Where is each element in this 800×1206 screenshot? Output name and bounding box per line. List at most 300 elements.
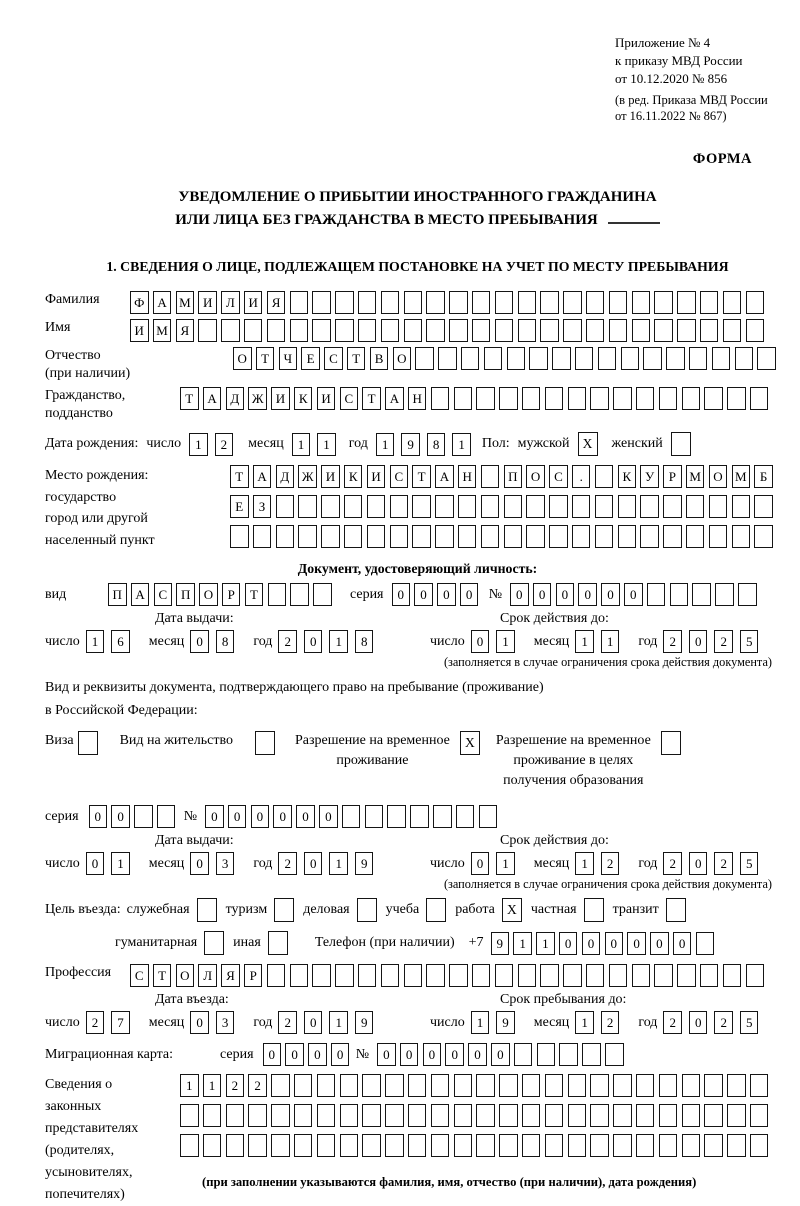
- char-cell[interactable]: [586, 291, 605, 314]
- char-cell[interactable]: 5: [740, 852, 759, 875]
- char-cell[interactable]: [484, 347, 503, 370]
- char-cell[interactable]: [659, 1074, 678, 1097]
- char-cell[interactable]: [454, 387, 473, 410]
- char-cell[interactable]: 7: [111, 1011, 130, 1034]
- char-cell[interactable]: [563, 964, 582, 987]
- char-cell[interactable]: 0: [111, 805, 130, 828]
- char-cell[interactable]: 2: [601, 852, 620, 875]
- char-cell[interactable]: [221, 319, 240, 342]
- char-cell[interactable]: [198, 319, 217, 342]
- char-cell[interactable]: [507, 347, 526, 370]
- char-cell[interactable]: [632, 291, 651, 314]
- char-cell[interactable]: [454, 1074, 473, 1097]
- char-cell[interactable]: 0: [491, 1043, 510, 1066]
- char-cell[interactable]: О: [233, 347, 252, 370]
- char-cell[interactable]: О: [709, 465, 728, 488]
- char-cell[interactable]: [458, 525, 477, 548]
- char-cell[interactable]: [537, 1043, 556, 1066]
- char-cell[interactable]: [390, 495, 409, 518]
- char-cell[interactable]: [449, 964, 468, 987]
- char-cell[interactable]: [654, 319, 673, 342]
- char-cell[interactable]: О: [393, 347, 412, 370]
- char-cell[interactable]: 0: [689, 630, 708, 653]
- char-cell[interactable]: [618, 525, 637, 548]
- char-cell[interactable]: М: [153, 319, 172, 342]
- char-cell[interactable]: [481, 495, 500, 518]
- char-cell[interactable]: [390, 525, 409, 548]
- char-cell[interactable]: [636, 1134, 655, 1157]
- char-cell[interactable]: [362, 1104, 381, 1127]
- purpose-commercial-checkbox[interactable]: [357, 898, 377, 922]
- char-cell[interactable]: [271, 1104, 290, 1127]
- char-cell[interactable]: [549, 525, 568, 548]
- char-cell[interactable]: 9: [355, 1011, 374, 1034]
- option-temp-residence-checkbox[interactable]: X: [460, 731, 480, 755]
- char-cell[interactable]: 0: [251, 805, 270, 828]
- char-cell[interactable]: [715, 583, 734, 606]
- char-cell[interactable]: [298, 525, 317, 548]
- char-cell[interactable]: [230, 525, 249, 548]
- char-cell[interactable]: [621, 347, 640, 370]
- char-cell[interactable]: [385, 1134, 404, 1157]
- purpose-private-checkbox[interactable]: [584, 898, 604, 922]
- char-cell[interactable]: [700, 319, 719, 342]
- purpose-business-checkbox[interactable]: [197, 898, 217, 922]
- char-cell[interactable]: 1: [513, 932, 532, 955]
- char-cell[interactable]: [271, 1134, 290, 1157]
- char-cell[interactable]: [518, 291, 537, 314]
- char-cell[interactable]: 0: [331, 1043, 350, 1066]
- char-cell[interactable]: 0: [304, 1011, 323, 1034]
- char-cell[interactable]: 0: [471, 630, 490, 653]
- char-cell[interactable]: О: [526, 465, 545, 488]
- char-cell[interactable]: [609, 319, 628, 342]
- char-cell[interactable]: 0: [471, 852, 490, 875]
- char-cell[interactable]: 1: [189, 433, 208, 456]
- char-cell[interactable]: К: [618, 465, 637, 488]
- char-cell[interactable]: [640, 525, 659, 548]
- char-cell[interactable]: [522, 387, 541, 410]
- char-cell[interactable]: [529, 347, 548, 370]
- char-cell[interactable]: 0: [304, 852, 323, 875]
- char-cell[interactable]: [404, 319, 423, 342]
- char-cell[interactable]: [750, 1134, 769, 1157]
- char-cell[interactable]: [613, 1134, 632, 1157]
- char-cell[interactable]: [267, 319, 286, 342]
- char-cell[interactable]: [381, 291, 400, 314]
- char-cell[interactable]: [358, 964, 377, 987]
- char-cell[interactable]: [495, 964, 514, 987]
- char-cell[interactable]: 0: [377, 1043, 396, 1066]
- char-cell[interactable]: [682, 1074, 701, 1097]
- char-cell[interactable]: [344, 495, 363, 518]
- char-cell[interactable]: [340, 1074, 359, 1097]
- char-cell[interactable]: 0: [445, 1043, 464, 1066]
- char-cell[interactable]: Р: [244, 964, 263, 987]
- char-cell[interactable]: [226, 1104, 245, 1127]
- char-cell[interactable]: [404, 291, 423, 314]
- char-cell[interactable]: 0: [460, 583, 479, 606]
- char-cell[interactable]: [362, 1134, 381, 1157]
- char-cell[interactable]: 5: [740, 630, 759, 653]
- char-cell[interactable]: [696, 932, 715, 955]
- char-cell[interactable]: 1: [536, 932, 555, 955]
- char-cell[interactable]: [317, 1134, 336, 1157]
- char-cell[interactable]: [449, 319, 468, 342]
- char-cell[interactable]: [458, 495, 477, 518]
- char-cell[interactable]: 5: [740, 1011, 759, 1034]
- char-cell[interactable]: [312, 964, 331, 987]
- char-cell[interactable]: [595, 495, 614, 518]
- char-cell[interactable]: [700, 964, 719, 987]
- char-cell[interactable]: [385, 1104, 404, 1127]
- char-cell[interactable]: Б: [754, 465, 773, 488]
- char-cell[interactable]: Л: [221, 291, 240, 314]
- char-cell[interactable]: [472, 291, 491, 314]
- char-cell[interactable]: [344, 525, 363, 548]
- char-cell[interactable]: [590, 1104, 609, 1127]
- char-cell[interactable]: [586, 319, 605, 342]
- char-cell[interactable]: 2: [226, 1074, 245, 1097]
- char-cell[interactable]: [244, 319, 263, 342]
- char-cell[interactable]: [340, 1104, 359, 1127]
- char-cell[interactable]: [618, 495, 637, 518]
- char-cell[interactable]: 1: [575, 630, 594, 653]
- char-cell[interactable]: [738, 583, 757, 606]
- char-cell[interactable]: [654, 291, 673, 314]
- char-cell[interactable]: О: [199, 583, 218, 606]
- char-cell[interactable]: [746, 964, 765, 987]
- char-cell[interactable]: 0: [400, 1043, 419, 1066]
- char-cell[interactable]: 0: [414, 583, 433, 606]
- option-residence-permit-checkbox[interactable]: [255, 731, 275, 755]
- char-cell[interactable]: С: [324, 347, 343, 370]
- char-cell[interactable]: [700, 291, 719, 314]
- char-cell[interactable]: [415, 347, 434, 370]
- char-cell[interactable]: 2: [714, 630, 733, 653]
- char-cell[interactable]: Ж: [298, 465, 317, 488]
- char-cell[interactable]: [692, 583, 711, 606]
- char-cell[interactable]: [526, 525, 545, 548]
- char-cell[interactable]: [595, 465, 614, 488]
- char-cell[interactable]: [342, 805, 361, 828]
- char-cell[interactable]: [526, 495, 545, 518]
- char-cell[interactable]: [317, 1074, 336, 1097]
- char-cell[interactable]: [704, 1134, 723, 1157]
- char-cell[interactable]: [290, 291, 309, 314]
- char-cell[interactable]: [404, 964, 423, 987]
- char-cell[interactable]: [727, 387, 746, 410]
- char-cell[interactable]: Т: [230, 465, 249, 488]
- char-cell[interactable]: 0: [205, 805, 224, 828]
- char-cell[interactable]: [732, 525, 751, 548]
- char-cell[interactable]: А: [153, 291, 172, 314]
- char-cell[interactable]: [367, 495, 386, 518]
- char-cell[interactable]: [381, 319, 400, 342]
- char-cell[interactable]: 1: [575, 852, 594, 875]
- char-cell[interactable]: [723, 291, 742, 314]
- char-cell[interactable]: [438, 347, 457, 370]
- char-cell[interactable]: [598, 347, 617, 370]
- char-cell[interactable]: 1: [292, 433, 311, 456]
- char-cell[interactable]: 0: [582, 932, 601, 955]
- char-cell[interactable]: [476, 1104, 495, 1127]
- char-cell[interactable]: [271, 1074, 290, 1097]
- char-cell[interactable]: А: [435, 465, 454, 488]
- char-cell[interactable]: [727, 1134, 746, 1157]
- char-cell[interactable]: Т: [245, 583, 264, 606]
- char-cell[interactable]: [180, 1134, 199, 1157]
- char-cell[interactable]: [290, 319, 309, 342]
- char-cell[interactable]: О: [176, 964, 195, 987]
- char-cell[interactable]: Ф: [130, 291, 149, 314]
- char-cell[interactable]: 2: [278, 630, 297, 653]
- char-cell[interactable]: [410, 805, 429, 828]
- char-cell[interactable]: 0: [627, 932, 646, 955]
- char-cell[interactable]: 0: [86, 852, 105, 875]
- char-cell[interactable]: [723, 964, 742, 987]
- char-cell[interactable]: [385, 1074, 404, 1097]
- char-cell[interactable]: [682, 1134, 701, 1157]
- char-cell[interactable]: [750, 1074, 769, 1097]
- char-cell[interactable]: [358, 319, 377, 342]
- char-cell[interactable]: [636, 1074, 655, 1097]
- char-cell[interactable]: 1: [575, 1011, 594, 1034]
- char-cell[interactable]: [732, 495, 751, 518]
- char-cell[interactable]: 0: [510, 583, 529, 606]
- char-cell[interactable]: [590, 1074, 609, 1097]
- char-cell[interactable]: [689, 347, 708, 370]
- char-cell[interactable]: 1: [496, 630, 515, 653]
- char-cell[interactable]: [750, 387, 769, 410]
- char-cell[interactable]: 3: [216, 852, 235, 875]
- char-cell[interactable]: [449, 291, 468, 314]
- char-cell[interactable]: 9: [496, 1011, 515, 1034]
- char-cell[interactable]: Р: [663, 465, 682, 488]
- char-cell[interactable]: 0: [190, 852, 209, 875]
- char-cell[interactable]: [670, 583, 689, 606]
- char-cell[interactable]: [408, 1074, 427, 1097]
- char-cell[interactable]: [582, 1043, 601, 1066]
- char-cell[interactable]: [540, 319, 559, 342]
- char-cell[interactable]: [426, 319, 445, 342]
- char-cell[interactable]: Я: [176, 319, 195, 342]
- char-cell[interactable]: [340, 1134, 359, 1157]
- char-cell[interactable]: М: [686, 465, 705, 488]
- char-cell[interactable]: [456, 805, 475, 828]
- char-cell[interactable]: [686, 495, 705, 518]
- char-cell[interactable]: [476, 387, 495, 410]
- char-cell[interactable]: И: [317, 387, 336, 410]
- char-cell[interactable]: 9: [401, 433, 420, 456]
- char-cell[interactable]: 0: [423, 1043, 442, 1066]
- char-cell[interactable]: [605, 1043, 624, 1066]
- char-cell[interactable]: .: [572, 465, 591, 488]
- char-cell[interactable]: [268, 583, 287, 606]
- option-visa-checkbox[interactable]: [78, 731, 98, 755]
- char-cell[interactable]: 2: [601, 1011, 620, 1034]
- char-cell[interactable]: 1: [471, 1011, 490, 1034]
- char-cell[interactable]: [134, 805, 153, 828]
- char-cell[interactable]: П: [108, 583, 127, 606]
- char-cell[interactable]: [499, 1104, 518, 1127]
- char-cell[interactable]: [750, 1104, 769, 1127]
- char-cell[interactable]: С: [390, 465, 409, 488]
- char-cell[interactable]: 2: [248, 1074, 267, 1097]
- char-cell[interactable]: [476, 1074, 495, 1097]
- char-cell[interactable]: [504, 525, 523, 548]
- char-cell[interactable]: [704, 1074, 723, 1097]
- char-cell[interactable]: 1: [329, 1011, 348, 1034]
- char-cell[interactable]: [276, 525, 295, 548]
- char-cell[interactable]: 2: [663, 852, 682, 875]
- char-cell[interactable]: 2: [278, 852, 297, 875]
- char-cell[interactable]: [540, 964, 559, 987]
- char-cell[interactable]: С: [154, 583, 173, 606]
- char-cell[interactable]: [522, 1134, 541, 1157]
- option-temp-residence-education-checkbox[interactable]: [661, 731, 681, 755]
- char-cell[interactable]: [290, 583, 309, 606]
- sex-female-checkbox[interactable]: [671, 432, 691, 456]
- char-cell[interactable]: [248, 1104, 267, 1127]
- char-cell[interactable]: 1: [496, 852, 515, 875]
- char-cell[interactable]: [659, 1104, 678, 1127]
- char-cell[interactable]: [321, 495, 340, 518]
- char-cell[interactable]: [613, 387, 632, 410]
- char-cell[interactable]: 0: [689, 1011, 708, 1034]
- char-cell[interactable]: [636, 387, 655, 410]
- char-cell[interactable]: [632, 319, 651, 342]
- char-cell[interactable]: [572, 495, 591, 518]
- char-cell[interactable]: [472, 319, 491, 342]
- char-cell[interactable]: [387, 805, 406, 828]
- char-cell[interactable]: 9: [355, 852, 374, 875]
- char-cell[interactable]: 8: [427, 433, 446, 456]
- char-cell[interactable]: [563, 319, 582, 342]
- char-cell[interactable]: [454, 1134, 473, 1157]
- char-cell[interactable]: [476, 1134, 495, 1157]
- char-cell[interactable]: [746, 319, 765, 342]
- char-cell[interactable]: Е: [301, 347, 320, 370]
- char-cell[interactable]: [727, 1074, 746, 1097]
- char-cell[interactable]: 0: [308, 1043, 327, 1066]
- char-cell[interactable]: В: [370, 347, 389, 370]
- char-cell[interactable]: 3: [216, 1011, 235, 1034]
- char-cell[interactable]: [479, 805, 498, 828]
- char-cell[interactable]: 8: [355, 630, 374, 653]
- char-cell[interactable]: [563, 291, 582, 314]
- char-cell[interactable]: Е: [230, 495, 249, 518]
- char-cell[interactable]: [426, 291, 445, 314]
- char-cell[interactable]: 2: [278, 1011, 297, 1034]
- char-cell[interactable]: [522, 1074, 541, 1097]
- char-cell[interactable]: [435, 525, 454, 548]
- char-cell[interactable]: [659, 387, 678, 410]
- char-cell[interactable]: 0: [556, 583, 575, 606]
- char-cell[interactable]: 2: [663, 1011, 682, 1034]
- char-cell[interactable]: [276, 495, 295, 518]
- char-cell[interactable]: [632, 964, 651, 987]
- char-cell[interactable]: [499, 1074, 518, 1097]
- char-cell[interactable]: И: [130, 319, 149, 342]
- char-cell[interactable]: [712, 347, 731, 370]
- char-cell[interactable]: Д: [276, 465, 295, 488]
- char-cell[interactable]: [362, 1074, 381, 1097]
- char-cell[interactable]: Т: [180, 387, 199, 410]
- char-cell[interactable]: К: [294, 387, 313, 410]
- char-cell[interactable]: [157, 805, 176, 828]
- char-cell[interactable]: [545, 1074, 564, 1097]
- char-cell[interactable]: [572, 525, 591, 548]
- char-cell[interactable]: [431, 1134, 450, 1157]
- char-cell[interactable]: 2: [215, 433, 234, 456]
- char-cell[interactable]: [704, 1104, 723, 1127]
- char-cell[interactable]: А: [253, 465, 272, 488]
- char-cell[interactable]: 9: [491, 932, 510, 955]
- char-cell[interactable]: [431, 387, 450, 410]
- char-cell[interactable]: У: [640, 465, 659, 488]
- char-cell[interactable]: Т: [412, 465, 431, 488]
- char-cell[interactable]: [545, 387, 564, 410]
- char-cell[interactable]: 0: [578, 583, 597, 606]
- char-cell[interactable]: 0: [468, 1043, 487, 1066]
- char-cell[interactable]: [754, 525, 773, 548]
- char-cell[interactable]: 2: [714, 852, 733, 875]
- char-cell[interactable]: Я: [221, 964, 240, 987]
- char-cell[interactable]: 0: [533, 583, 552, 606]
- char-cell[interactable]: [552, 347, 571, 370]
- char-cell[interactable]: [412, 525, 431, 548]
- char-cell[interactable]: [568, 1134, 587, 1157]
- char-cell[interactable]: [540, 291, 559, 314]
- char-cell[interactable]: 0: [304, 630, 323, 653]
- purpose-humanitarian-checkbox[interactable]: [204, 931, 224, 955]
- char-cell[interactable]: [408, 1134, 427, 1157]
- char-cell[interactable]: [495, 319, 514, 342]
- char-cell[interactable]: [677, 964, 696, 987]
- char-cell[interactable]: [727, 1104, 746, 1127]
- char-cell[interactable]: [654, 964, 673, 987]
- char-cell[interactable]: [704, 387, 723, 410]
- char-cell[interactable]: [499, 1134, 518, 1157]
- char-cell[interactable]: [575, 347, 594, 370]
- char-cell[interactable]: [514, 1043, 533, 1066]
- char-cell[interactable]: [754, 495, 773, 518]
- char-cell[interactable]: 1: [180, 1074, 199, 1097]
- char-cell[interactable]: П: [176, 583, 195, 606]
- char-cell[interactable]: [335, 964, 354, 987]
- char-cell[interactable]: Ч: [279, 347, 298, 370]
- char-cell[interactable]: [267, 964, 286, 987]
- char-cell[interactable]: [586, 964, 605, 987]
- char-cell[interactable]: [595, 525, 614, 548]
- char-cell[interactable]: [412, 495, 431, 518]
- char-cell[interactable]: [472, 964, 491, 987]
- char-cell[interactable]: [248, 1134, 267, 1157]
- char-cell[interactable]: [666, 347, 685, 370]
- char-cell[interactable]: [298, 495, 317, 518]
- char-cell[interactable]: 0: [392, 583, 411, 606]
- char-cell[interactable]: М: [176, 291, 195, 314]
- char-cell[interactable]: 1: [329, 630, 348, 653]
- char-cell[interactable]: 0: [605, 932, 624, 955]
- char-cell[interactable]: [335, 319, 354, 342]
- char-cell[interactable]: И: [321, 465, 340, 488]
- char-cell[interactable]: 1: [111, 852, 130, 875]
- char-cell[interactable]: [312, 319, 331, 342]
- char-cell[interactable]: Д: [226, 387, 245, 410]
- char-cell[interactable]: [203, 1134, 222, 1157]
